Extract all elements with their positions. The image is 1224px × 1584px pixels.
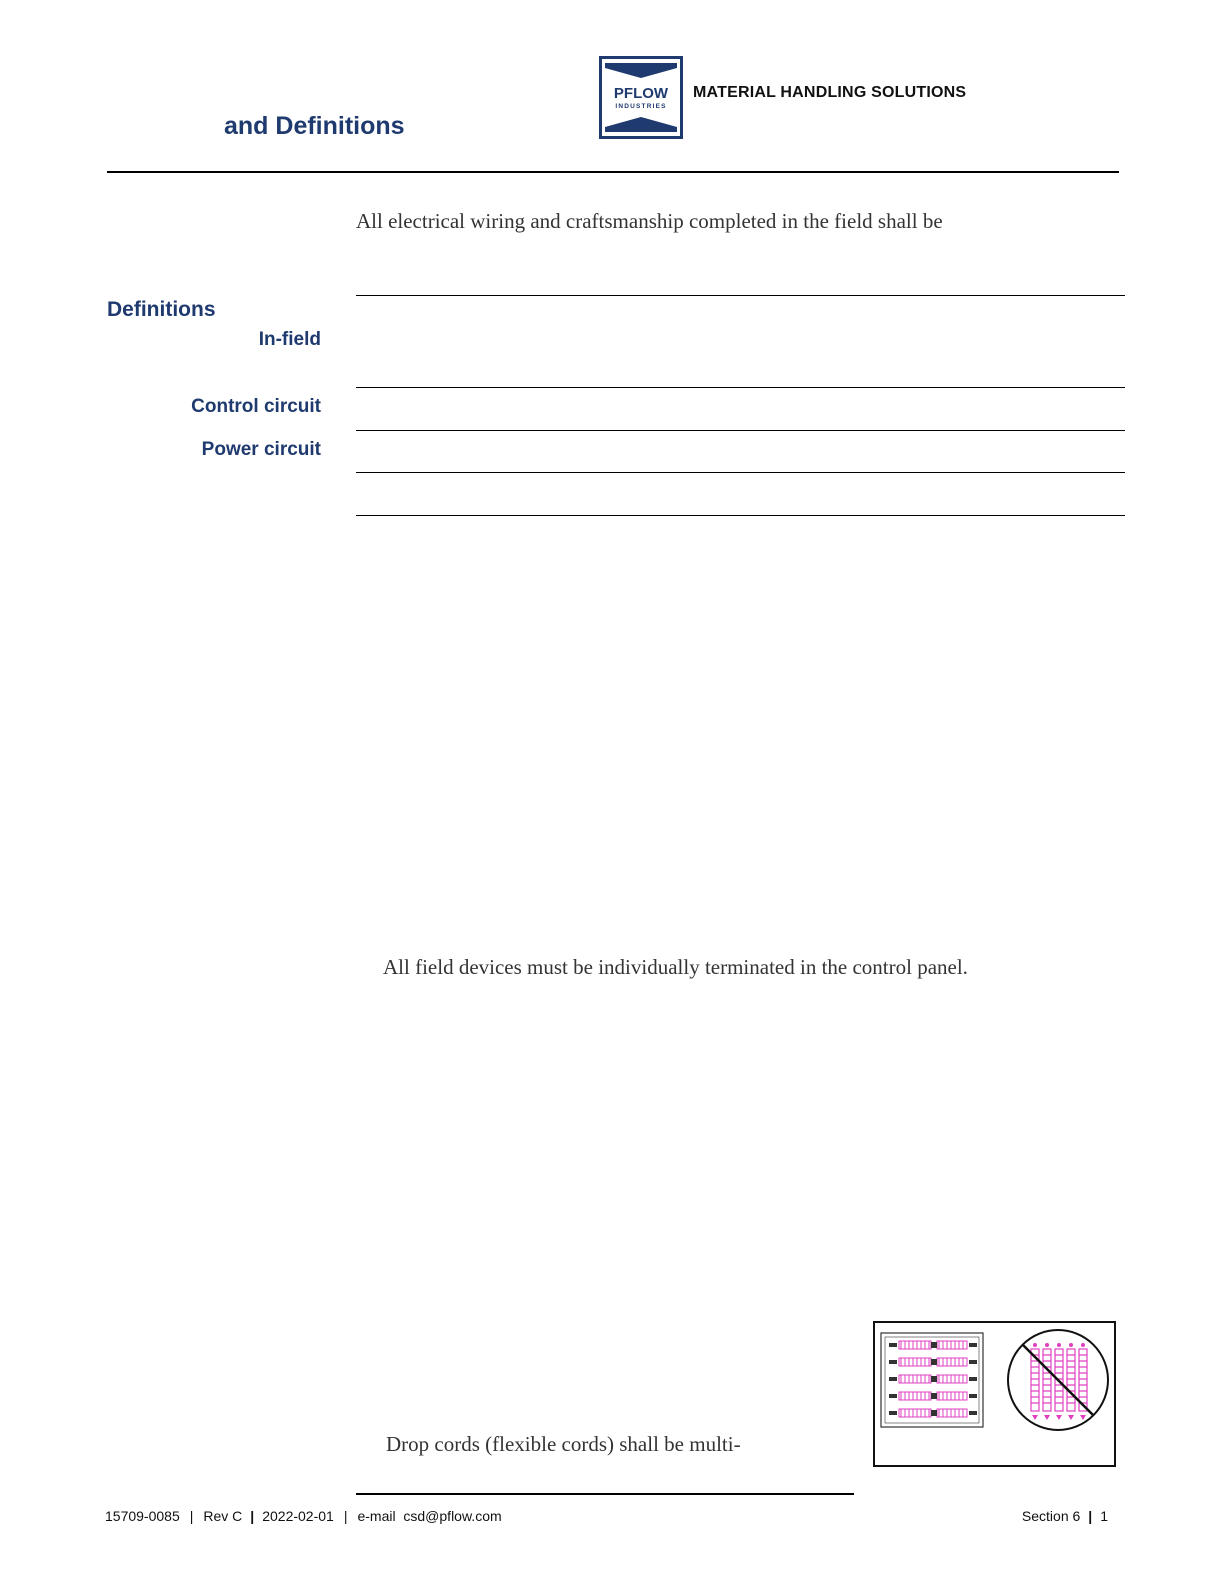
logo-subtext: INDUSTRIES bbox=[615, 103, 667, 110]
divider-line bbox=[356, 515, 1125, 516]
correct-wiring-panel bbox=[881, 1333, 983, 1427]
divider-line bbox=[356, 472, 1125, 473]
footer-separator: | bbox=[343, 1508, 348, 1524]
field-devices-text: All field devices must be individually terminated in the control panel. bbox=[383, 955, 968, 979]
intro-text: All electrical wiring and craftsmanship completed in the field shall be bbox=[356, 209, 943, 233]
doc-number: 15709-0085 bbox=[105, 1508, 180, 1524]
company-tagline: MATERIAL HANDLING SOLUTIONS bbox=[693, 84, 967, 101]
divider-line bbox=[356, 387, 1125, 388]
term-power-circuit: Power circuit bbox=[201, 439, 321, 460]
wiring-illustration bbox=[875, 1323, 1114, 1465]
definitions-heading: Definitions bbox=[107, 298, 216, 321]
email-address[interactable]: csd@pflow.com bbox=[403, 1508, 502, 1524]
pflow-logo-graphic bbox=[599, 56, 683, 139]
footer-right bbox=[1022, 1508, 1108, 1524]
email-label: e-mail bbox=[357, 1508, 396, 1524]
pflow-logo bbox=[599, 56, 683, 139]
footer-separator: | bbox=[1088, 1508, 1093, 1524]
incorrect-wiring-panel bbox=[1008, 1330, 1108, 1430]
header-divider bbox=[107, 171, 1119, 173]
term-control-circuit: Control circuit bbox=[191, 396, 321, 417]
doc-date: 2022-02-01 bbox=[262, 1508, 334, 1524]
page-number: 1 bbox=[1100, 1508, 1108, 1524]
wiring-figure bbox=[873, 1321, 1116, 1467]
logo-text: PFLOW bbox=[613, 85, 669, 102]
drop-cords-text: Drop cords (flexible cords) shall be multi- bbox=[386, 1432, 741, 1456]
section-label: Section 6 bbox=[1021, 1508, 1081, 1524]
term-in-field: In-field bbox=[258, 329, 321, 350]
footer-separator: | bbox=[250, 1508, 255, 1524]
divider-line bbox=[356, 295, 1125, 296]
page-title: and Definitions bbox=[224, 112, 405, 140]
divider-line bbox=[356, 1493, 854, 1495]
revision: Rev C bbox=[203, 1508, 243, 1524]
footer-separator: | bbox=[189, 1508, 194, 1524]
footer-left bbox=[105, 1508, 502, 1524]
divider-line bbox=[356, 430, 1125, 431]
